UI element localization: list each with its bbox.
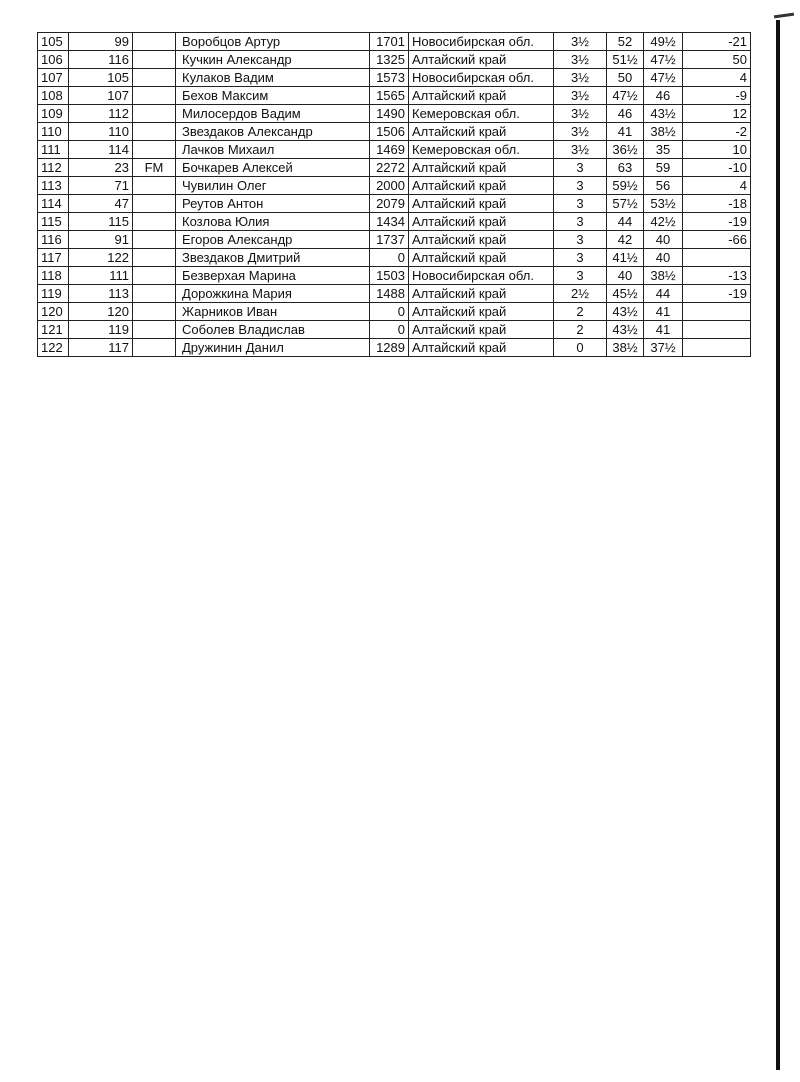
start-number-cell: 122 [69,249,133,267]
place-cell: 109 [38,105,69,123]
tiebreak-2-cell: 59 [644,159,683,177]
table-row [38,285,751,303]
points-cell: 2 [554,303,607,321]
title-cell [133,123,176,141]
region-cell: Новосибирская обл. [409,33,554,51]
rating-change-cell: -18 [683,195,751,213]
start-number-cell: 115 [69,213,133,231]
tiebreak-1-cell: 59½ [607,177,644,195]
region-cell: Алтайский край [409,87,554,105]
tiebreak-2-cell: 41 [644,321,683,339]
rating-change-cell [683,249,751,267]
place-cell: 108 [38,87,69,105]
title-cell [133,285,176,303]
place-cell: 116 [38,231,69,249]
start-number-cell: 112 [69,105,133,123]
title-cell [133,141,176,159]
player-name-cell: Милосердов Вадим [176,105,370,123]
tiebreak-2-cell: 38½ [644,267,683,285]
player-name-cell: Егоров Александр [176,231,370,249]
player-name-cell: Дорожкина Мария [176,285,370,303]
rating-change-cell: -10 [683,159,751,177]
title-cell [133,213,176,231]
tiebreak-1-cell: 46 [607,105,644,123]
title-cell [133,33,176,51]
table-row [38,51,751,69]
tiebreak-1-cell: 41 [607,123,644,141]
title-cell [133,249,176,267]
rating-cell: 1506 [370,123,409,141]
tiebreak-1-cell: 51½ [607,51,644,69]
region-cell: Алтайский край [409,51,554,69]
region-cell: Новосибирская обл. [409,69,554,87]
region-cell: Алтайский край [409,123,554,141]
table-row [38,231,751,249]
tiebreak-1-cell: 50 [607,69,644,87]
player-name-cell: Реутов Антон [176,195,370,213]
rating-cell: 1737 [370,231,409,249]
tiebreak-2-cell: 43½ [644,105,683,123]
points-cell: 3 [554,267,607,285]
region-cell: Алтайский край [409,213,554,231]
title-cell [133,51,176,69]
points-cell: 3 [554,159,607,177]
rating-change-cell: 4 [683,69,751,87]
start-number-cell: 107 [69,87,133,105]
start-number-cell: 110 [69,123,133,141]
title-cell [133,87,176,105]
player-name-cell: Звездаков Дмитрий [176,249,370,267]
place-cell: 111 [38,141,69,159]
points-cell: 0 [554,339,607,357]
tiebreak-2-cell: 46 [644,87,683,105]
player-name-cell: Звездаков Александр [176,123,370,141]
page-edge-shadow [776,20,780,1070]
place-cell: 115 [38,213,69,231]
player-name-cell: Бочкарев Алексей [176,159,370,177]
place-cell: 117 [38,249,69,267]
table-row [38,159,751,177]
tiebreak-2-cell: 41 [644,303,683,321]
rating-change-cell [683,339,751,357]
points-cell: 3 [554,249,607,267]
start-number-cell: 105 [69,69,133,87]
start-number-cell: 47 [69,195,133,213]
rating-cell: 1488 [370,285,409,303]
start-number-cell: 111 [69,267,133,285]
region-cell: Кемеровская обл. [409,141,554,159]
points-cell: 3 [554,195,607,213]
tiebreak-2-cell: 44 [644,285,683,303]
start-number-cell: 71 [69,177,133,195]
points-cell: 3 [554,177,607,195]
tiebreak-2-cell: 53½ [644,195,683,213]
points-cell: 2½ [554,285,607,303]
tiebreak-1-cell: 57½ [607,195,644,213]
page-edge-mark [774,13,794,19]
points-cell: 3½ [554,123,607,141]
tiebreak-2-cell: 49½ [644,33,683,51]
player-name-cell: Козлова Юлия [176,213,370,231]
points-cell: 3½ [554,33,607,51]
tiebreak-2-cell: 37½ [644,339,683,357]
table-row [38,321,751,339]
rating-change-cell [683,321,751,339]
tiebreak-1-cell: 44 [607,213,644,231]
rating-cell: 1573 [370,69,409,87]
player-name-cell: Воробцов Артур [176,33,370,51]
tiebreak-2-cell: 35 [644,141,683,159]
start-number-cell: 99 [69,33,133,51]
tiebreak-1-cell: 36½ [607,141,644,159]
tiebreak-1-cell: 42 [607,231,644,249]
tiebreak-1-cell: 47½ [607,87,644,105]
rating-cell: 1434 [370,213,409,231]
title-cell [133,321,176,339]
points-cell: 3½ [554,51,607,69]
region-cell: Алтайский край [409,339,554,357]
rating-cell: 1503 [370,267,409,285]
rating-change-cell [683,303,751,321]
title-cell: FM [133,159,176,177]
table-row [38,87,751,105]
start-number-cell: 119 [69,321,133,339]
title-cell [133,195,176,213]
tiebreak-1-cell: 40 [607,267,644,285]
place-cell: 110 [38,123,69,141]
points-cell: 3 [554,231,607,249]
place-cell: 119 [38,285,69,303]
title-cell [133,177,176,195]
rating-change-cell: -2 [683,123,751,141]
start-number-cell: 23 [69,159,133,177]
player-name-cell: Дружинин Данил [176,339,370,357]
standings-table [37,32,751,357]
rating-cell: 1565 [370,87,409,105]
rating-cell: 1325 [370,51,409,69]
player-name-cell: Чувилин Олег [176,177,370,195]
table-row [38,177,751,195]
table-row [38,303,751,321]
region-cell: Алтайский край [409,159,554,177]
rating-cell: 1469 [370,141,409,159]
player-name-cell: Жарников Иван [176,303,370,321]
table-row [38,339,751,357]
start-number-cell: 117 [69,339,133,357]
points-cell: 3½ [554,69,607,87]
points-cell: 3 [554,213,607,231]
region-cell: Алтайский край [409,285,554,303]
title-cell [133,231,176,249]
player-name-cell: Соболев Владислав [176,321,370,339]
rating-cell: 1289 [370,339,409,357]
points-cell: 3½ [554,141,607,159]
standings-body [38,33,751,357]
points-cell: 2 [554,321,607,339]
player-name-cell: Кучкин Александр [176,51,370,69]
player-name-cell: Кулаков Вадим [176,69,370,87]
place-cell: 118 [38,267,69,285]
rating-change-cell: -21 [683,33,751,51]
tiebreak-1-cell: 43½ [607,321,644,339]
start-number-cell: 120 [69,303,133,321]
rating-change-cell: 12 [683,105,751,123]
place-cell: 121 [38,321,69,339]
tiebreak-2-cell: 38½ [644,123,683,141]
table-row [38,195,751,213]
table-row [38,213,751,231]
title-cell [133,303,176,321]
player-name-cell: Бехов Максим [176,87,370,105]
place-cell: 106 [38,51,69,69]
region-cell: Новосибирская обл. [409,267,554,285]
place-cell: 107 [38,69,69,87]
rating-cell: 2000 [370,177,409,195]
place-cell: 114 [38,195,69,213]
tiebreak-1-cell: 41½ [607,249,644,267]
region-cell: Алтайский край [409,231,554,249]
tiebreak-1-cell: 63 [607,159,644,177]
place-cell: 122 [38,339,69,357]
place-cell: 120 [38,303,69,321]
title-cell [133,339,176,357]
rating-cell: 2079 [370,195,409,213]
rating-change-cell: -13 [683,267,751,285]
place-cell: 112 [38,159,69,177]
tiebreak-2-cell: 56 [644,177,683,195]
points-cell: 3½ [554,87,607,105]
tiebreak-1-cell: 43½ [607,303,644,321]
tiebreak-2-cell: 40 [644,249,683,267]
points-cell: 3½ [554,105,607,123]
table-row [38,123,751,141]
player-name-cell: Лачков Михаил [176,141,370,159]
place-cell: 113 [38,177,69,195]
rating-cell: 0 [370,303,409,321]
table-row [38,69,751,87]
rating-change-cell: 4 [683,177,751,195]
tiebreak-1-cell: 52 [607,33,644,51]
rating-change-cell: -66 [683,231,751,249]
start-number-cell: 116 [69,51,133,69]
start-number-cell: 114 [69,141,133,159]
region-cell: Алтайский край [409,303,554,321]
tiebreak-2-cell: 47½ [644,69,683,87]
table-row [38,267,751,285]
rating-change-cell: -19 [683,213,751,231]
start-number-cell: 91 [69,231,133,249]
tiebreak-1-cell: 45½ [607,285,644,303]
rating-cell: 0 [370,321,409,339]
tiebreak-2-cell: 42½ [644,213,683,231]
region-cell: Кемеровская обл. [409,105,554,123]
title-cell [133,105,176,123]
start-number-cell: 113 [69,285,133,303]
region-cell: Алтайский край [409,177,554,195]
rating-cell: 2272 [370,159,409,177]
title-cell [133,69,176,87]
table-row [38,249,751,267]
rating-cell: 1701 [370,33,409,51]
place-cell: 105 [38,33,69,51]
rating-change-cell: -9 [683,87,751,105]
region-cell: Алтайский край [409,195,554,213]
tiebreak-2-cell: 47½ [644,51,683,69]
table-row [38,141,751,159]
region-cell: Алтайский край [409,321,554,339]
rating-cell: 1490 [370,105,409,123]
rating-cell: 0 [370,249,409,267]
rating-change-cell: 50 [683,51,751,69]
title-cell [133,267,176,285]
tiebreak-1-cell: 38½ [607,339,644,357]
table-row [38,105,751,123]
tiebreak-2-cell: 40 [644,231,683,249]
rating-change-cell: -19 [683,285,751,303]
table-row [38,33,751,51]
rating-change-cell: 10 [683,141,751,159]
player-name-cell: Безверхая Марина [176,267,370,285]
region-cell: Алтайский край [409,249,554,267]
